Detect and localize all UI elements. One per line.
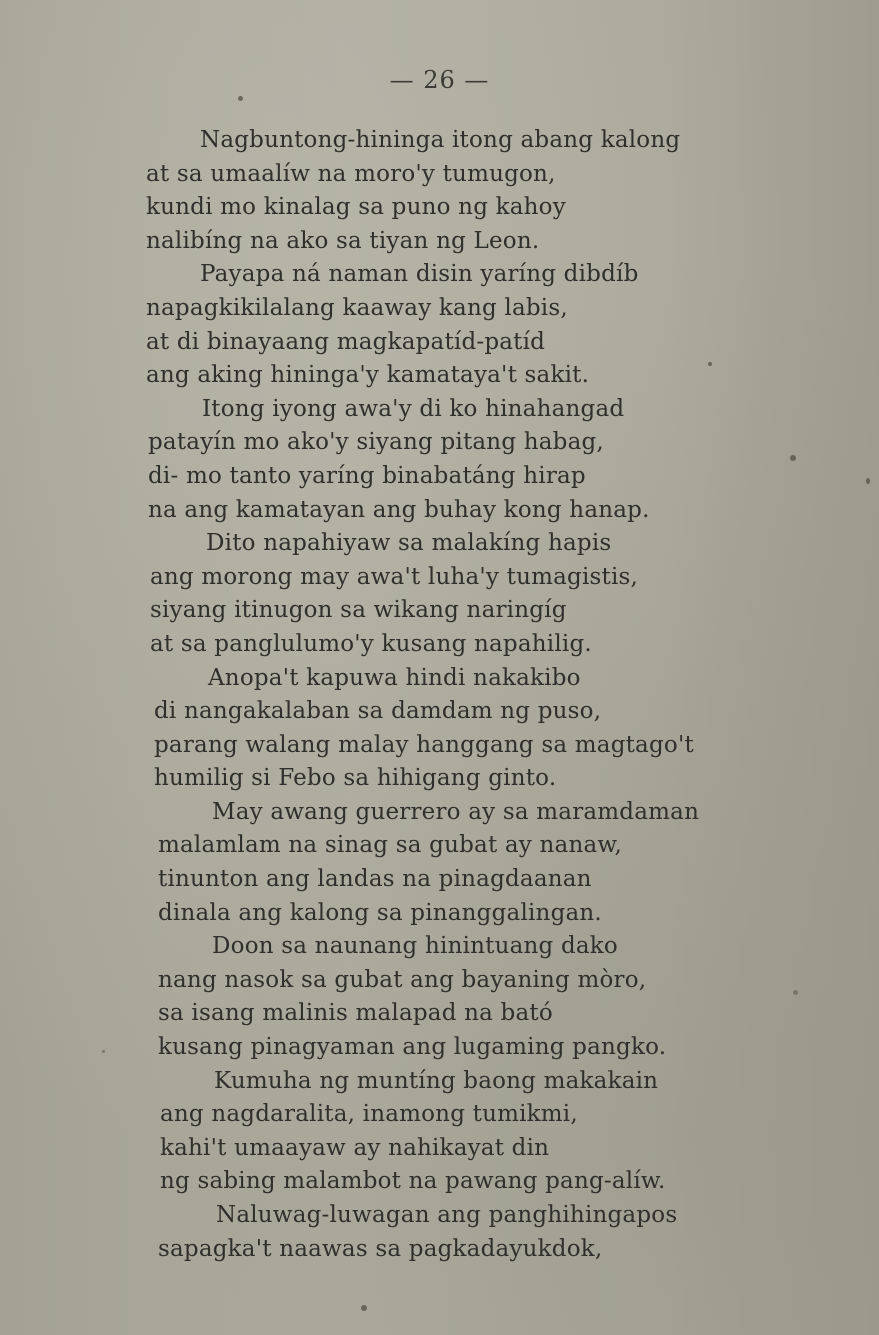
- stanza-6: [0, 796, 879, 930]
- poem-line: sa isang malinis malapad na bató: [158, 1000, 553, 1027]
- poem-line: Nagbuntong-hininga itong abang kalong: [200, 127, 681, 153]
- paper-speck: [708, 362, 712, 366]
- poem-line: May awang guerrero ay sa maramdaman: [212, 798, 700, 825]
- poem-line: ang morong may awa't luha'y tumagistis,: [150, 563, 639, 590]
- paper-speck: [790, 455, 796, 461]
- poem-line: parang walang malay hanggang sa magtago't: [154, 731, 694, 758]
- poem-line: Dito napahiyaw sa malakíng hapis: [206, 530, 612, 557]
- poem-line: Doon sa naunang hinintuang dako: [212, 933, 618, 960]
- poem-line: ang nagdaralita, inamong tumikmi,: [160, 1101, 578, 1128]
- poem-line: Naluwag-luwagan ang panghihingapos: [216, 1202, 678, 1228]
- poem-line: di- mo tanto yaríng binabatáng hirap: [148, 462, 586, 489]
- paper-speck: [361, 1305, 367, 1311]
- poem-line: kusang pinagyaman ang lugaming pangko.: [158, 1034, 667, 1061]
- poem-line: humilig si Febo sa hihigang ginto.: [154, 765, 557, 792]
- poem-line: dinala ang kalong sa pinanggalingan.: [158, 899, 602, 926]
- stanza-1: [0, 124, 879, 258]
- poem-line: Itong iyong awa'y di ko hinahangad: [202, 395, 625, 422]
- poem-line: nang nasok sa gubat ang bayaning mòro,: [158, 966, 647, 993]
- stanza-5: [0, 662, 879, 796]
- paper-speck: [866, 478, 870, 484]
- poem-line: nalibíng na ako sa tiyan ng Leon.: [146, 227, 540, 254]
- poem-line: na ang kamatayan ang buhay kong hanap.: [148, 496, 650, 523]
- paper-speck: [102, 1050, 105, 1053]
- stanza-9: [0, 1199, 879, 1266]
- poem-line: tinunton ang landas na pinagdaanan: [158, 866, 592, 893]
- poem-line: kahi't umaayaw ay nahikayat din: [160, 1134, 550, 1161]
- poem-line: sapagka't naawas sa pagkadayukdok,: [158, 1235, 603, 1262]
- paper-speck: [238, 96, 243, 101]
- stanza-8: [0, 1065, 879, 1199]
- stanza-4: [0, 527, 879, 661]
- poem-line: Anopa't kapuwa hindi nakakibo: [208, 664, 581, 691]
- stanza-7: [0, 930, 879, 1064]
- poem-line: Payapa ná naman disin yaríng dibdíb: [200, 261, 639, 288]
- poem-line: napagkikilalang kaaway kang labis,: [146, 294, 568, 321]
- paper-speck: [793, 990, 798, 995]
- poem-line: at sa umaalíw na moro'y tumugon,: [146, 160, 556, 187]
- poem-line: at di binayaang magkapatíd-patíd: [146, 328, 546, 355]
- stanza-2: [0, 258, 879, 392]
- poem-body: [0, 124, 879, 1266]
- page-number: — 26 —: [389, 66, 490, 94]
- poem-line: di nangakalaban sa damdam ng puso,: [154, 698, 602, 725]
- poem-line: ang aking hininga'y kamataya't sakit.: [146, 362, 590, 389]
- poem-line: kundi mo kinalag sa puno ng kahoy: [146, 194, 566, 221]
- poem-line: at sa panglulumo'y kusang napahilig.: [150, 630, 592, 657]
- poem-line: malamlam na sinag sa gubat ay nanaw,: [158, 832, 623, 859]
- poem-line: Kumuha ng muntíng baong makakain: [214, 1067, 659, 1094]
- stanza-3: [0, 393, 879, 527]
- poem-line: patayín mo ako'y siyang pitang habag,: [148, 429, 604, 456]
- poem-line: siyang itinugon sa wikang naringíg: [150, 597, 567, 624]
- poem-line: ng sabing malambot na pawang pang-alíw.: [160, 1168, 666, 1195]
